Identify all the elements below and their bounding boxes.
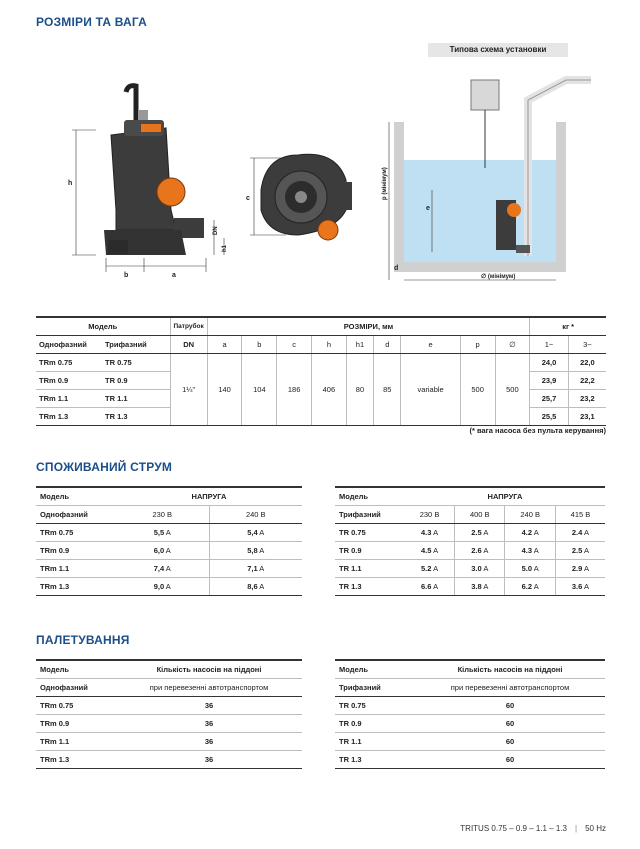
cell-model: TR 0.75: [335, 696, 415, 714]
installation-scheme: [394, 80, 591, 272]
cell-value: 3.0: [471, 563, 482, 573]
cell-w1: 24,0: [530, 353, 569, 371]
dim-h-label: h: [68, 180, 73, 187]
cell-model: TR 1.3: [335, 577, 405, 595]
cell-value: 5,5: [153, 527, 165, 537]
cell-unit: A: [483, 527, 489, 537]
hdr-outlet: Патрубок: [170, 317, 207, 335]
hdr-col-d: d: [374, 335, 401, 353]
dim-b-label: b: [124, 272, 129, 279]
cell-unit: A: [165, 581, 171, 591]
pallet-section-title: ПАЛЕТУВАННЯ: [36, 633, 130, 647]
dim-e-label: e: [426, 205, 430, 212]
table-row: [335, 732, 605, 750]
cell-value: 2.5: [571, 545, 583, 555]
cell-value: 6.2: [521, 581, 533, 591]
table-row: [36, 732, 302, 750]
cell-w1: 25,7: [530, 389, 569, 407]
cell-unit: A: [533, 563, 539, 573]
hdr-v230: 230 В: [116, 505, 209, 523]
cell-qty: 60: [415, 714, 605, 732]
cell-qty: 60: [415, 696, 605, 714]
cell-unit: A: [259, 545, 265, 555]
cell-unit: A: [584, 527, 590, 537]
table-row: [335, 714, 605, 732]
table-row: [36, 750, 302, 768]
cell-model: TRm 1.1: [36, 559, 116, 577]
cell-value: 3.8: [471, 581, 482, 591]
cell-unit: A: [433, 545, 439, 555]
cell-model: TRm 0.75: [36, 523, 116, 541]
table-row: [36, 353, 606, 371]
hdr-w3: 3~: [568, 335, 606, 353]
cell-model: TR 1.3: [335, 750, 415, 768]
cell-value: 2.5: [471, 527, 482, 537]
table-row: [335, 523, 605, 541]
hdr-three: Трифазний: [335, 505, 405, 523]
dims-section-title: РОЗМІРИ ТА ВАГА: [36, 15, 148, 29]
cell-unit: A: [259, 581, 265, 591]
cell-c: 186: [277, 353, 312, 425]
cell-single: TRm 1.3: [36, 407, 102, 425]
cell-dn: 1¼": [170, 353, 207, 425]
cell-three: TR 1.3: [102, 407, 170, 425]
dim-c-label: c: [246, 195, 250, 202]
cell-d: 85: [374, 353, 401, 425]
cell-unit: A: [533, 581, 539, 591]
cell-e: variable: [401, 353, 460, 425]
hdr-v240: 240 В: [209, 505, 302, 523]
table-row: [36, 714, 302, 732]
footer-freq: 50 Hz: [585, 824, 606, 833]
cell-value: 6.6: [420, 581, 432, 591]
cell-model: TR 0.9: [335, 714, 415, 732]
table-row: [36, 541, 302, 559]
pallet-three-table: [335, 659, 605, 769]
hdr-voltage: НАПРУГА: [405, 487, 605, 505]
cell-unit: A: [433, 581, 439, 591]
hdr-v400: 400 В: [455, 505, 505, 523]
cell-three: TR 1.1: [102, 389, 170, 407]
cell-w3: 22,2: [568, 371, 606, 389]
cell-single: TRm 0.75: [36, 353, 102, 371]
hdr-three: Трифазний: [102, 335, 170, 353]
cell-model: TRm 1.1: [36, 732, 116, 750]
hdr-v240: 240 В: [505, 505, 555, 523]
page-footer: TRITUS 0.75 – 0.9 – 1.1 – 1.3 | 50 Hz: [460, 824, 606, 833]
cell-model: TRm 0.9: [36, 714, 116, 732]
cell-value: 5,4: [247, 527, 258, 537]
cell-unit: A: [483, 545, 489, 555]
cell-three: TR 0.75: [102, 353, 170, 371]
cell-w1: 25,5: [530, 407, 569, 425]
hdr-col-p: p: [460, 335, 495, 353]
cell-value: 2.6: [471, 545, 482, 555]
cell-value: 7,4: [153, 563, 165, 573]
cell-a: 140: [207, 353, 242, 425]
cell-model: TRm 0.75: [36, 696, 116, 714]
cell-three: TR 0.9: [102, 371, 170, 389]
cell-qty: 36: [116, 696, 302, 714]
cell-w3: 23,2: [568, 389, 606, 407]
pump-top-view: [261, 154, 352, 240]
hdr-col-a: a: [207, 335, 242, 353]
table-row: [36, 696, 302, 714]
cell-unit: A: [533, 545, 539, 555]
table-row: [335, 541, 605, 559]
hdr-w1: 1~: [530, 335, 569, 353]
cell-unit: A: [433, 527, 439, 537]
cell-qty: 36: [116, 714, 302, 732]
hdr-col-h1: h1: [346, 335, 373, 353]
cell-w3: 23,1: [568, 407, 606, 425]
cell-unit: A: [165, 563, 171, 573]
hdr-single: Однофазний: [36, 505, 116, 523]
cell-value: 4.3: [521, 545, 533, 555]
hdr-model: Модель: [36, 317, 170, 335]
cell-value: 2.4: [571, 527, 583, 537]
hdr-col-b: b: [242, 335, 277, 353]
cell-qty: 36: [116, 750, 302, 768]
table-row: [335, 696, 605, 714]
cell-w3: 22,0: [568, 353, 606, 371]
cell-p: 500: [460, 353, 495, 425]
cell-diam: 500: [495, 353, 530, 425]
cell-single: TRm 0.9: [36, 371, 102, 389]
cell-value: 4.2: [521, 527, 533, 537]
cell-model: TR 0.9: [335, 541, 405, 559]
weight-note: (* вага насоса без пульта керування): [469, 426, 606, 435]
cell-unit: A: [584, 581, 590, 591]
cell-qty: 36: [116, 732, 302, 750]
current-single-table: [36, 486, 302, 596]
hdr-three: Трифазний: [335, 678, 415, 696]
cell-value: 9,0: [153, 581, 165, 591]
current-three-table: [335, 486, 605, 596]
cell-unit: A: [165, 527, 171, 537]
cell-model: TRm 1.3: [36, 577, 116, 595]
hdr-voltage: НАПРУГА: [116, 487, 302, 505]
table-row: [335, 577, 605, 595]
cell-value: 5.0: [521, 563, 533, 573]
cell-qty: 60: [415, 732, 605, 750]
cell-value: 5.2: [420, 563, 432, 573]
hdr-model: Модель: [335, 660, 415, 678]
cell-w1: 23,9: [530, 371, 569, 389]
cell-unit: A: [584, 545, 590, 555]
cell-value: 2.9: [571, 563, 583, 573]
dims-table: [36, 316, 606, 426]
scheme-label: Типова схема установки: [428, 43, 568, 57]
cell-unit: A: [483, 563, 489, 573]
hdr-v415: 415 В: [555, 505, 605, 523]
hdr-dims: РОЗМІРИ, мм: [207, 317, 530, 335]
pump-drawings: [36, 40, 606, 290]
table-row: [36, 559, 302, 577]
hdr-col-e: e: [401, 335, 460, 353]
cell-h: 406: [312, 353, 347, 425]
dim-d-label: d: [394, 265, 399, 272]
hdr-single: Однофазний: [36, 335, 102, 353]
pallet-single-table: [36, 659, 302, 769]
hdr-model: Модель: [36, 487, 116, 505]
cell-unit: A: [433, 563, 439, 573]
dim-dn-label: DN: [213, 226, 219, 235]
hdr-col-h: h: [312, 335, 347, 353]
cell-qty: 60: [415, 750, 605, 768]
cell-unit: A: [259, 527, 265, 537]
hdr-model: Модель: [335, 487, 405, 505]
hdr-dn: DN: [170, 335, 207, 353]
hdr-transport: при перевезенні автотранспортом: [415, 678, 605, 696]
cell-value: 5,8: [247, 545, 258, 555]
cell-unit: A: [165, 545, 171, 555]
table-row: [36, 523, 302, 541]
hdr-qty: Кількість насосів на піддоні: [415, 660, 605, 678]
hdr-single: Однофазний: [36, 678, 116, 696]
cell-value: 7,1: [247, 563, 258, 573]
cell-unit: A: [584, 563, 590, 573]
cell-value: 6,0: [153, 545, 165, 555]
cell-model: TRm 0.9: [36, 541, 116, 559]
hdr-transport: при перевезенні автотранспортом: [116, 678, 302, 696]
hdr-col-diam: ∅: [495, 335, 530, 353]
table-row: [335, 559, 605, 577]
cell-value: 4.3: [420, 527, 432, 537]
cell-value: 8,6: [247, 581, 258, 591]
hdr-weight: кг *: [530, 317, 606, 335]
dim-p-label: p (мінімум): [382, 167, 388, 200]
dim-diam-label: ∅ (мінімум): [481, 274, 516, 280]
pump-front-view: [104, 86, 204, 255]
table-row: [36, 577, 302, 595]
cell-b: 104: [242, 353, 277, 425]
cell-h1: 80: [346, 353, 373, 425]
hdr-col-c: c: [277, 335, 312, 353]
dim-h1-label: h1: [222, 244, 228, 252]
cell-model: TR 1.1: [335, 559, 405, 577]
dim-a-label: a: [172, 272, 176, 279]
cell-unit: A: [483, 581, 489, 591]
hdr-qty: Кількість насосів на піддоні: [116, 660, 302, 678]
cell-model: TR 1.1: [335, 732, 415, 750]
cell-value: 4.5: [420, 545, 432, 555]
footer-series: TRITUS 0.75 – 0.9 – 1.1 – 1.3: [460, 824, 568, 833]
cell-value: 3.6: [571, 581, 583, 591]
table-row: [335, 750, 605, 768]
cell-single: TRm 1.1: [36, 389, 102, 407]
cell-model: TR 0.75: [335, 523, 405, 541]
current-section-title: СПОЖИВАНИЙ СТРУМ: [36, 460, 173, 474]
cell-unit: A: [259, 563, 265, 573]
cell-unit: A: [533, 527, 539, 537]
cell-model: TRm 1.3: [36, 750, 116, 768]
hdr-v230: 230 В: [405, 505, 455, 523]
hdr-model: Модель: [36, 660, 116, 678]
